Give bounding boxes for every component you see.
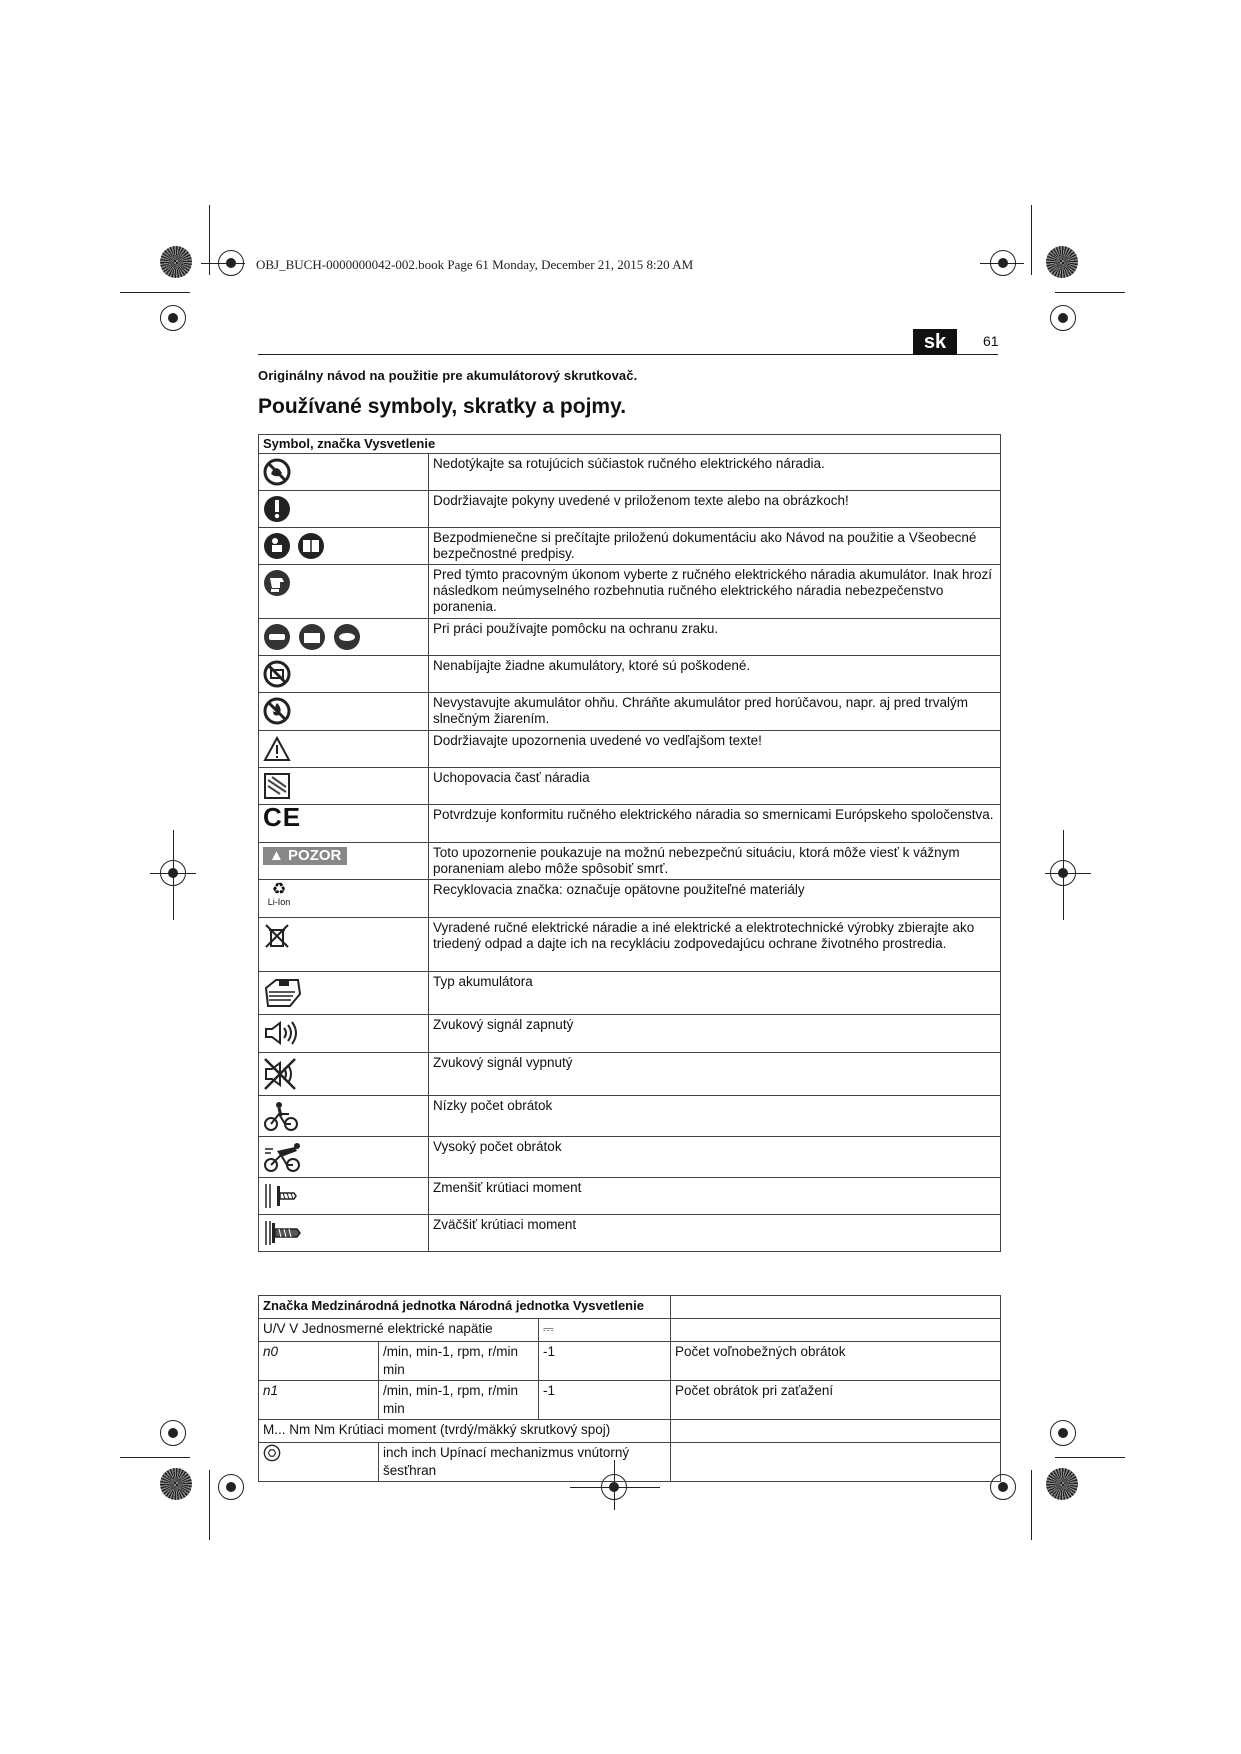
table-row bbox=[259, 1420, 1001, 1443]
symbol-description: Pred týmto pracovným úkonom vyberte z ručného elektrického náradia akumulátor. Inak hrozí následkom neúmyselného rozbehnutia ručného elektrického náradia nebezpečenstvo poranenia. bbox=[429, 565, 1001, 619]
symbol-description: Zmenšiť krútiaci moment bbox=[429, 1178, 1001, 1215]
symbol-description: Zvukový signál vypnutý bbox=[429, 1053, 1001, 1096]
recycling-li-ion-icon: ♻ Li-Ion bbox=[267, 881, 291, 907]
unit-symbol: U/V V Jednosmerné elektrické napätie bbox=[259, 1319, 539, 1342]
table-row bbox=[259, 693, 1001, 731]
unit-dc-sign: ⎓ bbox=[539, 1319, 671, 1342]
table-row bbox=[259, 731, 1001, 768]
units-table-header: Značka Medzinárodná jednotka Národná jednotka Vysvetlenie bbox=[259, 1296, 671, 1319]
symbol-description: Bezpodmienečne si prečítajte priloženú dokumentáciu ako Návod na použitie a Všeobecné bezpečnostné predpisy. bbox=[429, 528, 1001, 565]
symbol-description: Nízky počet obrátok bbox=[429, 1096, 1001, 1137]
table-row bbox=[259, 454, 1001, 491]
table-row bbox=[259, 805, 1001, 843]
table-row bbox=[259, 768, 1001, 805]
table-row bbox=[259, 1443, 1001, 1482]
symbol-description: Zväčšiť krútiaci moment bbox=[429, 1215, 1001, 1252]
unit-international: /min, min-1, rpm, r/min min bbox=[379, 1342, 539, 1381]
symbol-description: Pri práci používajte pomôcku na ochranu zraku. bbox=[429, 619, 1001, 656]
symbol-description: Potvrdzuje konformitu ručného elektrického náradia so smernicami Európskeho spoločenstva. bbox=[429, 805, 1001, 843]
battery-pack-icon bbox=[263, 976, 303, 1010]
unit-symbol: M... Nm Nm Krútiaci moment (tvrdý/mäkký skrutkový spoj) bbox=[259, 1420, 671, 1443]
symbol-description: Recyklovacia značka: označuje opätovne použiteľné materiály bbox=[429, 880, 1001, 918]
language-badge: sk bbox=[913, 329, 957, 355]
table-row bbox=[259, 1096, 1001, 1137]
symbol-description: Uchopovacia časť náradia bbox=[429, 768, 1001, 805]
table-header-row bbox=[259, 1296, 1001, 1319]
table-row bbox=[259, 1053, 1001, 1096]
read-manual-icon bbox=[263, 532, 327, 560]
unit-international: inch inch Upínací mechanizmus vnútorný šesťhran bbox=[379, 1443, 671, 1482]
sound-off-icon bbox=[263, 1057, 299, 1091]
symbol-description: Dodržiavajte upozornenia uvedené vo vedľajšom texte! bbox=[429, 731, 1001, 768]
table-row bbox=[259, 1381, 1001, 1420]
symbol-description: Vyradené ručné elektrické náradie a iné elektrické a elektrotechnické výrobky zbierajte ako triedený odpad a dajte ich na recykláciu zodpovedajúcu ochrane životného prostredia. bbox=[429, 918, 1001, 972]
unit-description: Počet obrátok pri zaťažení bbox=[671, 1381, 1001, 1420]
li-ion-label: Li-Ion bbox=[267, 897, 291, 907]
table-row bbox=[259, 843, 1001, 880]
table-row bbox=[259, 880, 1001, 918]
table-row bbox=[259, 491, 1001, 528]
no-touch-rotating-icon bbox=[263, 458, 291, 486]
symbol-description: Nedotýkajte sa rotujúcich súčiastok ručného elektrického náradia. bbox=[429, 454, 1001, 491]
symbol-description: Toto upozornenie poukazuje na možnú nebezpečnú situáciu, ktorá môže viesť k vážnym poraneniam alebo môže spôsobiť smrť. bbox=[429, 843, 1001, 880]
table-row bbox=[259, 1342, 1001, 1381]
unit-description: Počet voľnobežných obrátok bbox=[671, 1342, 1001, 1381]
symbol-description: Zvukový signál zapnutý bbox=[429, 1015, 1001, 1053]
crossed-bin-icon bbox=[263, 922, 291, 950]
table-row bbox=[259, 1319, 1001, 1342]
table-row bbox=[259, 1215, 1001, 1252]
table-header-row bbox=[259, 435, 1001, 454]
eye-protection-icon bbox=[263, 623, 361, 651]
low-speed-bicycle-icon bbox=[263, 1100, 299, 1132]
remove-battery-icon bbox=[263, 569, 291, 597]
symbol-description: Vysoký počet obrátok bbox=[429, 1137, 1001, 1178]
table-row bbox=[259, 656, 1001, 693]
symbol-description: Dodržiavajte pokyny uvedené v priloženom texte alebo na obrázkoch! bbox=[429, 491, 1001, 528]
symbol-description: Typ akumulátora bbox=[429, 972, 1001, 1015]
unit-national: -1 bbox=[539, 1342, 671, 1381]
high-speed-bicycle-icon bbox=[263, 1141, 303, 1173]
pozor-label-icon: ▲ POZOR bbox=[263, 847, 347, 865]
unit-description bbox=[671, 1443, 1001, 1482]
page-number: 61 bbox=[983, 333, 999, 349]
sound-on-icon bbox=[263, 1019, 299, 1047]
no-fire-icon bbox=[263, 697, 291, 725]
exclamation-icon bbox=[263, 495, 291, 523]
table-row bbox=[259, 1015, 1001, 1053]
grip-surface-icon bbox=[263, 772, 291, 800]
warning-triangle-icon bbox=[263, 735, 291, 763]
hexagon-socket-icon bbox=[263, 1444, 281, 1462]
symbols-table bbox=[258, 434, 1001, 1252]
print-header: OBJ_BUCH-0000000042-002.book Page 61 Monday, December 21, 2015 8:20 AM bbox=[256, 257, 694, 272]
no-charging-damaged-icon bbox=[263, 660, 291, 688]
ce-mark-icon: CE bbox=[263, 802, 302, 832]
reduce-torque-icon bbox=[263, 1182, 299, 1210]
table-row bbox=[259, 972, 1001, 1015]
header-rule bbox=[258, 354, 998, 355]
table-row bbox=[259, 619, 1001, 656]
unit-international: /min, min-1, rpm, r/min min bbox=[379, 1381, 539, 1420]
table-row bbox=[259, 1137, 1001, 1178]
page-title: Používané symboly, skratky a pojmy. bbox=[258, 395, 627, 418]
unit-description bbox=[671, 1420, 1001, 1443]
symbols-table-header: Symbol, značka Vysvetlenie bbox=[259, 435, 1001, 454]
unit-description bbox=[671, 1319, 1001, 1342]
symbol-description: Nenabíjajte žiadne akumulátory, ktoré sú poškodené. bbox=[429, 656, 1001, 693]
pozor-label-text: POZOR bbox=[288, 847, 342, 864]
table-row bbox=[259, 565, 1001, 619]
unit-symbol: n1 bbox=[259, 1381, 379, 1420]
table-row bbox=[259, 528, 1001, 565]
symbol-description: Nevystavujte akumulátor ohňu. Chráňte akumulátor pred horúčavou, napr. aj pred trvalým slnečným žiarením. bbox=[429, 693, 1001, 731]
units-table bbox=[258, 1295, 1001, 1482]
document-subtitle: Originálny návod na použitie pre akumulátorový skrutkovač. bbox=[258, 368, 638, 383]
unit-symbol: n0 bbox=[259, 1342, 379, 1381]
table-row bbox=[259, 918, 1001, 972]
table-row bbox=[259, 1178, 1001, 1215]
unit-national: -1 bbox=[539, 1381, 671, 1420]
increase-torque-icon bbox=[263, 1219, 303, 1247]
